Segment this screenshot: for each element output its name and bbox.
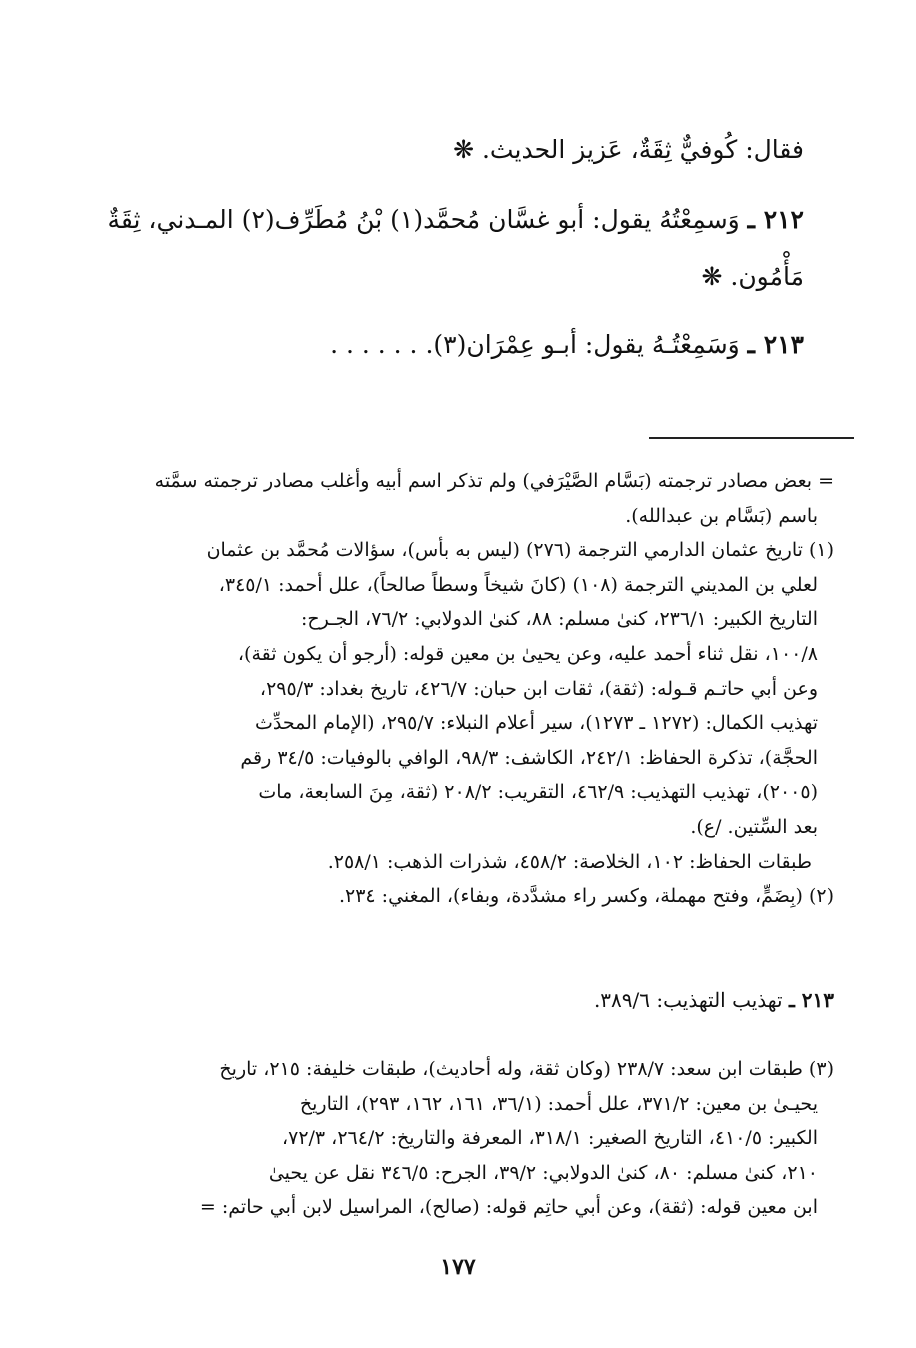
footnote-line: تهذيب الكمال: (١٢٧٢ ـ ١٢٧٣)، سير أعلام النبلاء: ٢٩٥/٧، (الإمام المحدِّث bbox=[255, 712, 818, 735]
footnote-line: يحيـىٰ بن معين: ٣٧١/٢، علل أحمد: (٣٦/١، ١٦١، ١٦٢، ٢٩٣)، التاريخ bbox=[299, 1092, 818, 1115]
footnote-line: لعلي بن المديني الترجمة (١٠٨) (كانَ شيخاً وسطاً صالحاً)، علل أحمد: ٣٤٥/١، bbox=[218, 573, 818, 596]
footnote-line: (١) تاريخ عثمان الدارمي الترجمة (٢٧٦) (ليس به بأس)، سؤالات مُحمَّد بن عثمان bbox=[206, 539, 834, 562]
entry-212-continuation: مَأْمُون. ❋ bbox=[701, 262, 804, 291]
entry-212 bbox=[107, 205, 804, 234]
footnote-line: (٢) (بِضَمٍّ، وفتح مهملة، وكسر راء مشدَّدة، وبفاء)، المغني: ٢٣٤. bbox=[338, 885, 834, 908]
footnote-line: الكبير: ٤١٠/٥، التاريخ الصغير: ٣١٨/١، المعرفة والتاريخ: ٢٦٤/٢، ٧٢/٣، bbox=[281, 1127, 818, 1150]
footnote-line: ٢١٠، كنىٰ مسلم: ٨٠، كنىٰ الدولابي: ٣٩/٢، الجرح: ٣٤٦/٥ نقل عن يحيىٰ bbox=[268, 1161, 818, 1184]
footnote-separator bbox=[649, 437, 854, 439]
footnote-line: التاريخ الكبير: ٢٣٦/١، كنىٰ مسلم: ٨٨، كنىٰ الدولابي: ٧٦/٢، الجـرح: bbox=[300, 608, 818, 631]
entry-212-number: ٢١٢ ـ bbox=[747, 205, 804, 234]
note-213-text: تهذيب التهذيب: ٣٨٩/٦. bbox=[593, 988, 783, 1012]
footnote-line: طبقات الحفاظ: ١٠٢، الخلاصة: ٤٥٨/٢، شذرات الذهب: ٢٥٨/١. bbox=[327, 850, 812, 873]
entry-212-text: وَسمِعْتُهُ يقول: أبو غسَّان مُحمَّد(١) بْنُ مُطَرِّف(٢) المـدني، ثِقَةٌ bbox=[107, 205, 740, 234]
footnote-line: (٣) طبقات ابن سعد: ٢٣٨/٧ (وكان ثقة، وله أحاديث)، طبقات خليفة: ٢١٥، تاريخ bbox=[219, 1058, 834, 1080]
footnote-line: وعن أبي حاتـم قـوله: (ثقة)، ثقات ابن حبان: ٤٢٦/٧، تاريخ بغداد: ٢٩٥/٣، bbox=[259, 677, 818, 700]
footnote-line: = بعض مصادر ترجمته (بَسَّام الصَّيْرَفي) ولم تذكر اسم أبيه وأغلب مصادر ترجمته سمَّته bbox=[154, 470, 834, 492]
page-number: ١٧٧ bbox=[440, 1254, 476, 1280]
note-213 bbox=[594, 988, 834, 1012]
entry-213-number: ٢١٣ ـ bbox=[747, 330, 804, 359]
footnote-line: ١٠٠/٨، نقل ثناء أحمد عليه، وعن يحيىٰ بن معين قوله: (أرجو أن يكون ثقة)، bbox=[237, 643, 818, 665]
entry-213-text: وَسَمِعْتُـهُ يقول: أبـو عِمْرَان(٣). . . . . . . bbox=[330, 330, 740, 359]
entry-213 bbox=[330, 330, 804, 359]
main-line-1: فقال: كُوفيٌّ ثِقَةٌ، عَزيز الحديث. ❋ bbox=[453, 135, 804, 164]
footnote-line: بعد السِّتين. /ع). bbox=[690, 816, 818, 838]
footnote-line: (٢٠٠٥)، تهذيب التهذيب: ٤٦٢/٩، التقريب: ٢٠٨/٢ (ثقة، مِنَ السابعة، مات bbox=[258, 781, 818, 804]
footnote-line: الحجَّة)، تذكرة الحفاظ: ٢٤٢/١، الكاشف: ٩٨/٣، الوافي بالوفيات: ٣٤/٥ رقم bbox=[240, 746, 818, 769]
footnote-line: ابن معين قوله: (ثقة)، وعن أبي حاتِم قوله: (صالح)، المراسيل لابن أبي حاتم: = bbox=[199, 1196, 818, 1219]
note-213-number: ٢١٣ ـ bbox=[788, 988, 834, 1012]
footnote-line: باسم (بَسَّام بن عبدالله). bbox=[625, 504, 818, 527]
